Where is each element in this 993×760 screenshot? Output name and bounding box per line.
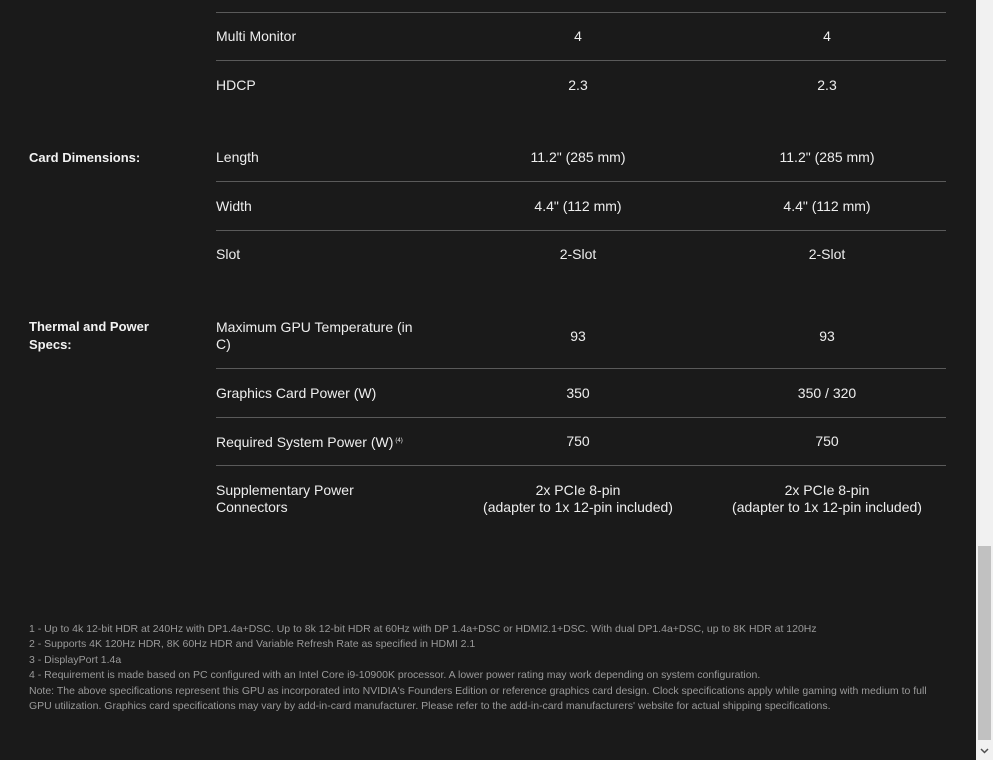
row-divider xyxy=(216,12,946,13)
spec-value-line: 2x PCIe 8-pin xyxy=(784,482,870,498)
row-divider xyxy=(216,417,946,418)
spec-name: Length xyxy=(216,149,259,165)
spec-value-col1: 4 xyxy=(574,28,582,44)
row-divider xyxy=(216,465,946,466)
spec-name xyxy=(216,433,436,451)
footnotes xyxy=(29,622,949,714)
spec-value-col1: 11.2" (285 mm) xyxy=(530,149,626,165)
spec-name: HDCP xyxy=(216,77,256,93)
spec-value-col2: 2-Slot xyxy=(808,246,846,262)
spec-value-col1 xyxy=(458,482,698,516)
spec-value-col1: 750 xyxy=(566,433,590,449)
footnote-note: Note: The above specifications represent this GPU as incorporated into NVIDIA's Founders Edition or reference graphics card design. Clock specifications apply while gaming with medium to full GPU utilization. Graphics card specifications may vary by add-in-card manufacturer. Please refer to the add-in-card manufacturers' website for actual shipping specifications. xyxy=(29,684,927,713)
spec-value-line: (adapter to 1x 12-pin included) xyxy=(732,499,922,515)
spec-value-col2: 4.4" (112 mm) xyxy=(783,198,871,214)
spec-value-col2 xyxy=(707,482,947,516)
footnote-marker: (4) xyxy=(395,438,403,444)
spec-value-col1: 4.4" (112 mm) xyxy=(534,198,622,214)
scrollbar-thumb[interactable] xyxy=(978,546,991,740)
spec-value-col2: 11.2" (285 mm) xyxy=(779,149,875,165)
spec-value-col2: 2.3 xyxy=(817,77,837,93)
spec-value-col2: 750 xyxy=(815,433,839,449)
row-divider xyxy=(216,181,946,182)
section-label-card-dimensions: Card Dimensions: xyxy=(29,150,141,165)
row-divider xyxy=(216,60,946,61)
footnote-2: 2 - Supports 4K 120Hz HDR, 8K 60Hz HDR and Variable Refresh Rate as specified in HDMI 2.1 xyxy=(29,638,476,651)
spec-value-col2: 4 xyxy=(823,28,831,44)
spec-value-line: (adapter to 1x 12-pin included) xyxy=(483,499,673,515)
footnote-1: 1 - Up to 4k 12-bit HDR at 240Hz with DP1.4a+DSC. Up to 8k 12-bit HDR at 60Hz with DP 1.4a+DSC or HDMI2.1+DSC. With dual DP1.4a+DSC, up to 8K HDR at 120Hz xyxy=(29,623,817,635)
row-divider xyxy=(216,230,946,231)
spec-value-col2: 350 / 320 xyxy=(797,385,857,401)
chevron-down-icon[interactable] xyxy=(976,742,993,760)
spec-value-line: 2x PCIe 8-pin xyxy=(535,482,621,498)
spec-name-text: Required System Power (W) xyxy=(216,434,394,450)
row-divider xyxy=(216,368,946,369)
spec-name: Multi Monitor xyxy=(216,28,297,44)
spec-value-col1: 2-Slot xyxy=(559,246,597,262)
vertical-scrollbar[interactable] xyxy=(976,0,993,760)
footnote-3: 3 - DisplayPort 1.4a xyxy=(29,653,122,666)
spec-value-col1: 350 xyxy=(566,385,590,401)
spec-value-col1: 2.3 xyxy=(568,77,588,93)
spec-name: Width xyxy=(216,198,252,214)
spec-name: Supplementary Power Connectors xyxy=(216,482,354,515)
section-label-thermal-power: Thermal and Power Specs: xyxy=(29,319,149,352)
spec-name: Graphics Card Power (W) xyxy=(216,385,377,401)
spec-value-col2: 93 xyxy=(819,328,835,344)
spec-name: Maximum GPU Temperature (in C) xyxy=(216,319,413,352)
spec-name: Slot xyxy=(216,246,241,262)
footnote-4: 4 - Requirement is made based on PC configured with an Intel Core i9-10900K processor. A lower power rating may work depending on system configuration. xyxy=(29,669,761,682)
spec-value-col1: 93 xyxy=(570,328,586,344)
